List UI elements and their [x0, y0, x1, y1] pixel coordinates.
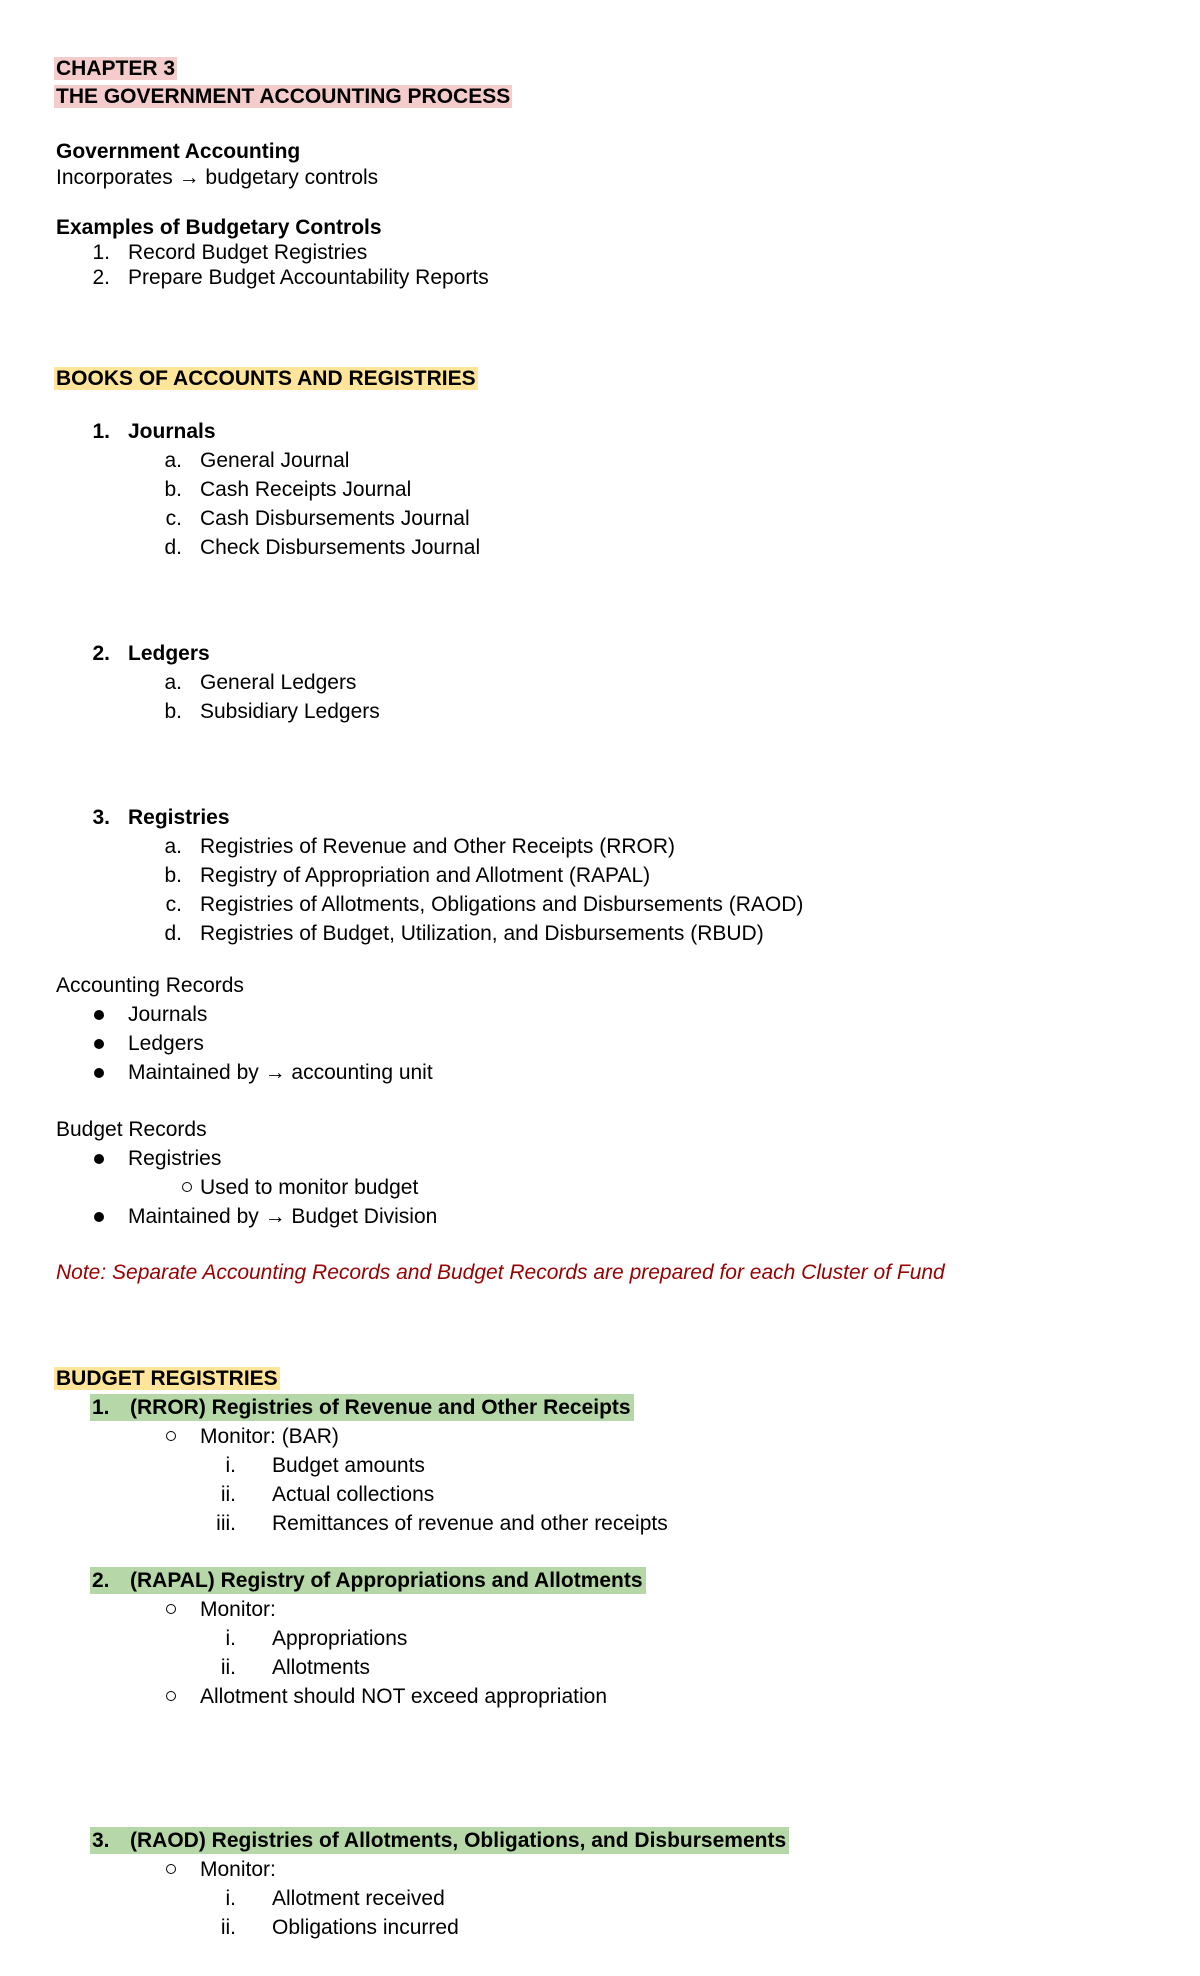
list-item: Maintained by → accounting unit: [56, 1059, 1056, 1086]
list-item: Ledgers: [56, 1030, 1056, 1057]
circle-bullet-icon: [166, 1604, 176, 1614]
list-item: Journals: [56, 1001, 1056, 1028]
list-item: b. Registry of Appropriation and Allotment (RAPAL): [164, 864, 651, 887]
bullet-icon: [94, 1068, 104, 1078]
rapal-heading: 2. (RAPAL) Registry of Appropriations and Allotments: [56, 1567, 1056, 1594]
registries-heading: 3. Registries: [92, 806, 230, 829]
chapter-title: THE GOVERNMENT ACCOUNTING PROCESS: [56, 85, 511, 108]
list-item: Monitor:: [56, 1856, 1056, 1883]
note-text: Note: Separate Accounting Records and Budget Records are prepared for each Cluster of Fund: [56, 1261, 945, 1284]
list-item: Maintained by → Budget Division: [56, 1203, 1056, 1230]
list-item: Used to monitor budget: [56, 1174, 1056, 1201]
list-item: d. Check Disbursements Journal: [164, 536, 481, 559]
list-item: c. Cash Disbursements Journal: [165, 507, 470, 530]
circle-bullet-icon: [182, 1182, 192, 1192]
list-item: a. General Ledgers: [164, 671, 357, 694]
list-item: ii. Obligations incurred: [220, 1916, 459, 1939]
bullet-icon: [94, 1212, 104, 1222]
list-item: 2. Prepare Budget Accountability Reports: [92, 266, 489, 289]
list-item: Monitor: (BAR): [56, 1423, 1056, 1450]
journals-heading: 1. Journals: [92, 420, 216, 443]
accounting-records-heading: Accounting Records: [56, 974, 244, 997]
raod-heading: 3. (RAOD) Registries of Allotments, Obligations, and Disbursements: [56, 1827, 1056, 1854]
budget-registries-heading: BUDGET REGISTRIES: [56, 1367, 278, 1390]
budget-records-heading: Budget Records: [56, 1118, 207, 1141]
list-item: ii. Actual collections: [220, 1483, 435, 1506]
list-item: i. Budget amounts: [225, 1454, 425, 1477]
list-item: b. Cash Receipts Journal: [164, 478, 412, 501]
rror-heading: 1. (RROR) Registries of Revenue and Other Receipts: [56, 1394, 1056, 1421]
list-item: ii. Allotments: [220, 1656, 371, 1679]
chapter-label: CHAPTER 3: [56, 57, 176, 80]
list-item: i. Allotment received: [225, 1887, 445, 1910]
list-item: 1. Record Budget Registries: [92, 241, 368, 264]
list-item: Registries: [56, 1145, 1056, 1172]
list-item: Monitor:: [56, 1596, 1056, 1623]
ledgers-heading: 2. Ledgers: [92, 642, 210, 665]
circle-bullet-icon: [166, 1864, 176, 1874]
bullet-icon: [94, 1010, 104, 1020]
list-item: a. General Journal: [164, 449, 350, 472]
list-item: c. Registries of Allotments, Obligations and Disbursements (RAOD): [165, 893, 804, 916]
gov-accounting-heading: Government Accounting: [56, 140, 301, 163]
list-item: Allotment should NOT exceed appropriation: [56, 1683, 1056, 1710]
list-item: b. Subsidiary Ledgers: [164, 700, 380, 723]
bullet-icon: [94, 1039, 104, 1049]
examples-heading: Examples of Budgetary Controls: [56, 216, 382, 239]
circle-bullet-icon: [166, 1431, 176, 1441]
books-heading: BOOKS OF ACCOUNTS AND REGISTRIES: [56, 367, 476, 390]
bullet-icon: [94, 1154, 104, 1164]
list-item: a. Registries of Revenue and Other Receipts (RROR): [164, 835, 676, 858]
list-item: iii. Remittances of revenue and other receipts: [216, 1512, 668, 1535]
circle-bullet-icon: [166, 1691, 176, 1701]
list-item: d. Registries of Budget, Utilization, and Disbursements (RBUD): [164, 922, 764, 945]
gov-accounting-text: Incorporates → budgetary controls: [56, 166, 379, 189]
list-item: i. Appropriations: [225, 1627, 408, 1650]
